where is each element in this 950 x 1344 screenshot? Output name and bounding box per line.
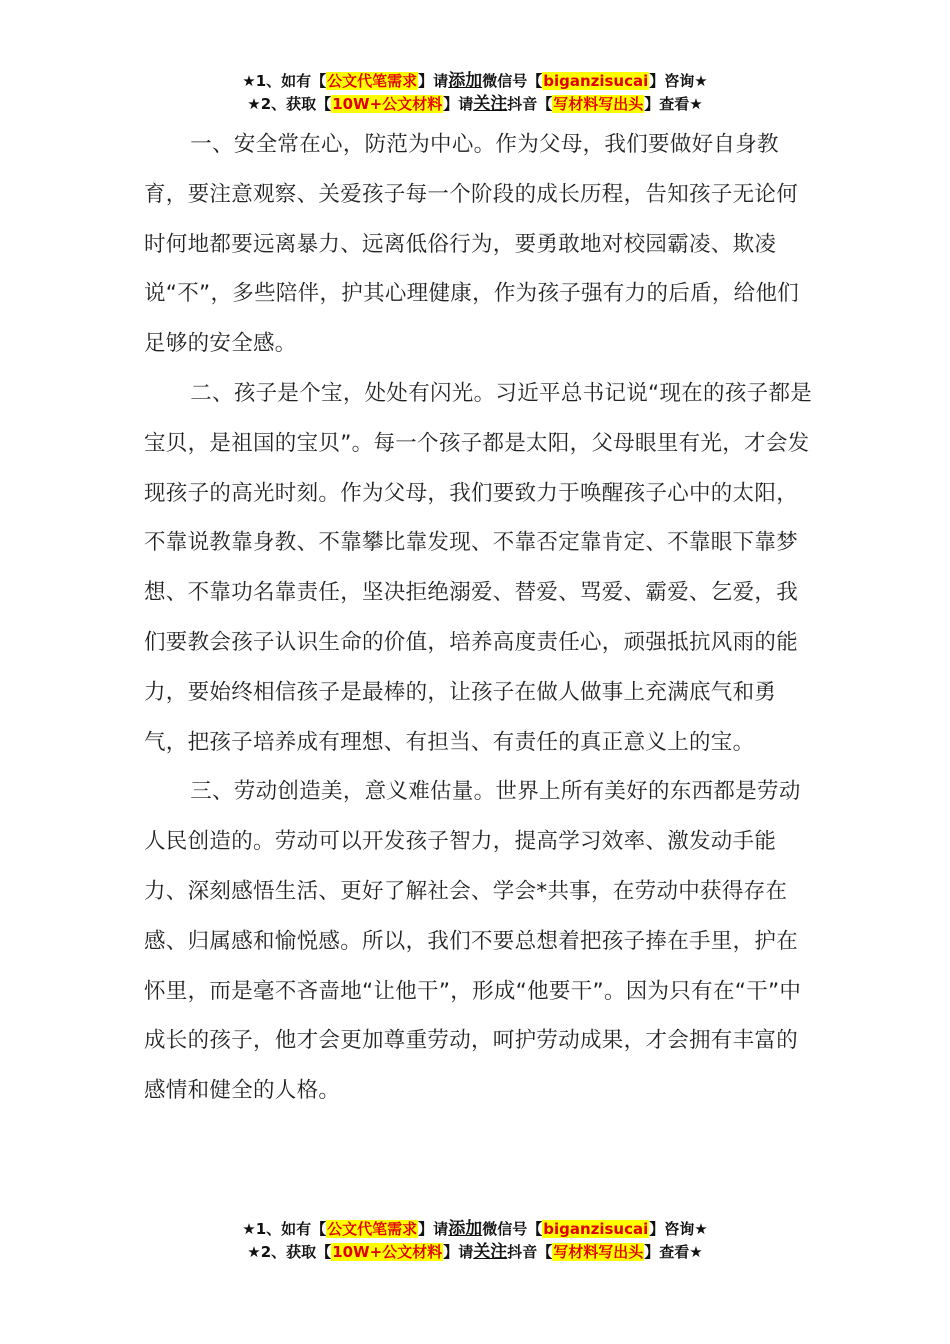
banner-text: ★1、如有【: [242, 72, 327, 90]
banner-text: 】请: [418, 72, 449, 90]
banner-text: 微信号【: [482, 1220, 543, 1238]
paragraph-safety: 一、安全常在心，防范为中心。作为父母，我们要做好自身教育，要注意观察、关爱孩子每一个阶段的成长历程，告知孩子无论何时何地都要远离暴力、远离低俗行为，要勇敢地对校园霸凌、欺凌说“不”，多些陪伴，护其心理健康，作为孩子强有力的后盾，给他们足够的安全感。: [144, 132, 800, 357]
paragraph-treasure: 二、孩子是个宝，处处有闪光。习近平总书记说“现在的孩子都是宝贝，是祖国的宝贝”。每一个孩子都是太阳，父母眼里有光，才会发现孩子的高光时刻。作为父母，我们要致力于唤醒孩子心中的太阳，不靠说教靠身教、不靠攀比靠发现、不靠否定靠肯定、不靠眼下靠梦想、不靠功名靠责任，坚决拒绝溺爱、替爱、骂爱、霸爱、乞爱，我们要教会孩子认识生命的价值，培养高度责任心，顽强抵抗风雨的能力，要始终相信孩子是最棒的，让孩子在做人做事上充满底气和勇气，把孩子培养成有理想、有担当、有责任的真正意义上的宝。: [144, 380, 813, 755]
document-body: [144, 120, 816, 1116]
highlight-service: 公文代笔需求: [327, 1220, 418, 1238]
banner-line-1: [0, 1218, 950, 1241]
highlight-douyin-id: 写材料写出头: [553, 95, 644, 113]
header-banner: [0, 70, 950, 116]
banner-text: 】请: [418, 1220, 449, 1238]
underlined-add: 添加: [448, 1219, 483, 1239]
banner-text: 】咨询★: [649, 72, 708, 90]
banner-text: 】查看★: [644, 1243, 703, 1261]
banner-text: 】请: [443, 95, 474, 113]
banner-line-1: [0, 70, 950, 93]
banner-text: 】咨询★: [649, 1220, 708, 1238]
banner-text: 抖音【: [507, 95, 553, 113]
underlined-follow: 关注: [473, 1242, 508, 1262]
banner-line-2: [0, 93, 950, 116]
highlight-douyin-id: 写材料写出头: [553, 1243, 644, 1261]
banner-text: ★2、获取【: [247, 1243, 332, 1261]
paragraph-labor: 三、劳动创造美，意义难估量。世界上所有美好的东西都是劳动人民创造的。劳动可以开发孩子智力，提高学习效率、激发动手能力、深刻感悟生活、更好了解社会、学会*共事，在劳动中获得存在感、归属感和愉悦感。所以，我们不要总想着把孩子捧在手里，护在怀里，而是毫不吝啬地“让他干”，形成“他要干”。因为只有在“干”中成长的孩子，他才会更加尊重劳动，呵护劳动成果，才会拥有丰富的感情和健全的人格。: [144, 779, 802, 1104]
banner-text: 抖音【: [507, 1243, 553, 1261]
banner-text: ★2、获取【: [247, 95, 332, 113]
highlight-service: 公文代笔需求: [327, 72, 418, 90]
underlined-follow: 关注: [473, 94, 508, 114]
highlight-materials: 10W+公文材料: [332, 1243, 443, 1261]
banner-text: ★1、如有【: [242, 1220, 327, 1238]
highlight-wechat-id: biganzisucai: [543, 72, 649, 90]
highlight-wechat-id: biganzisucai: [543, 1220, 649, 1238]
underlined-add: 添加: [448, 71, 483, 91]
banner-line-2: [0, 1241, 950, 1264]
banner-text: 微信号【: [482, 72, 543, 90]
banner-text: 】请: [443, 1243, 474, 1261]
footer-banner: [0, 1218, 950, 1264]
banner-text: 】查看★: [644, 95, 703, 113]
highlight-materials: 10W+公文材料: [332, 95, 443, 113]
